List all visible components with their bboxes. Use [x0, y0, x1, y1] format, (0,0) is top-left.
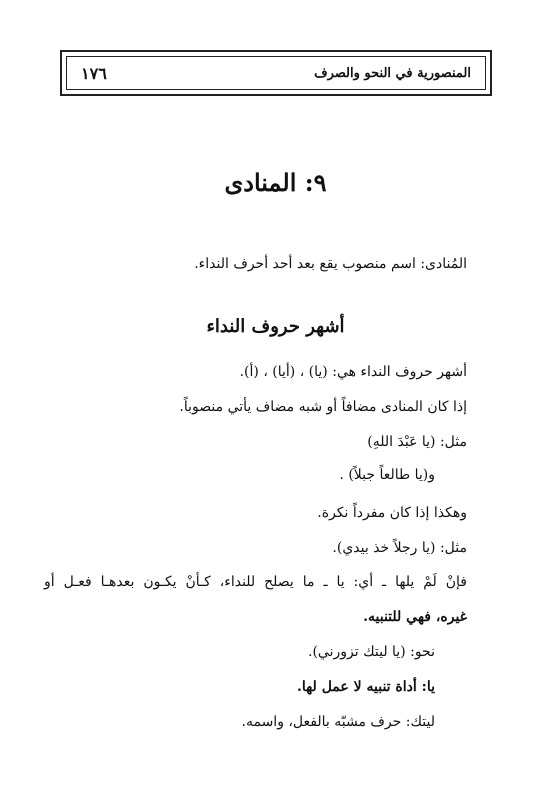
body-line: و(يا طالعاً جبلاً) . [339, 467, 435, 483]
header-title: المنصورية في النحو والصرف [314, 65, 471, 81]
body-line: ليتك: حرف مشبّه بالفعل، واسمه. [241, 714, 435, 730]
section-title: ٩: المنادى [224, 168, 327, 197]
body-line: فإنْ لَمْ يلها ـ أي: يا ـ ما يصلح للنداء، كـأنْ يكـون بعدهـا فعـل أو [44, 574, 467, 590]
page-header [60, 50, 492, 96]
body-line: أشهر حروف النداء هي: (يا) ، (أيا) ، (أ). [239, 364, 467, 380]
body-line: نحو: (يا ليتك تزورني). [308, 644, 435, 660]
page-number: ١٧٦ [81, 63, 107, 83]
body-line: غيره، فهي للتنبيه. [363, 609, 467, 625]
body-line: يا: أداة تنبيه لا عمل لها. [296, 679, 435, 695]
body-line: إذا كان المنادى مضافاً أو شبه مضاف يأتي منصوباً. [179, 399, 467, 415]
definition-text: المُنادى: اسم منصوب يقع بعد أحد أحرف النداء. [194, 256, 467, 272]
body-line: مثل: (يا عَبْدَ اللهِ) [367, 434, 467, 450]
body-line: وهكذا إذا كان مفرداً نكرة. [317, 505, 467, 521]
subheading: أشهر حروف النداء [206, 316, 345, 337]
page-header-inner [66, 56, 486, 90]
body-line: مثل: (يا رجلاً خذ بيدي). [332, 540, 467, 556]
